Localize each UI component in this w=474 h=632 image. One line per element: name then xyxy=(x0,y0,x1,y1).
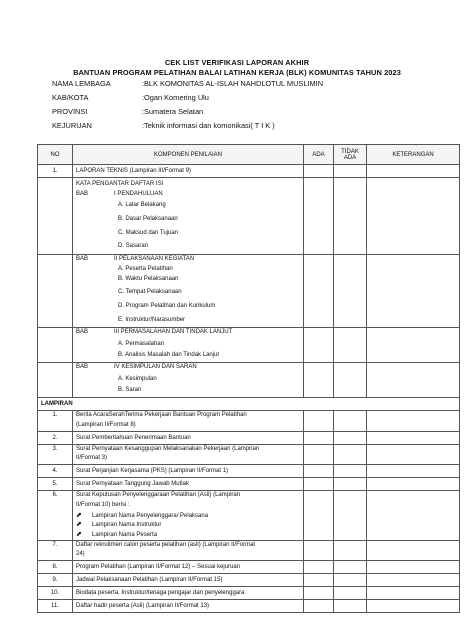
checklist-table xyxy=(37,144,460,613)
bab3-title: III PERMASALAHAN DAN TINDAK LANJUT xyxy=(114,329,233,336)
table-row xyxy=(38,411,460,431)
row-text: Jadwal Pelaksanaan Pelatihan (Lampiran II/Format 15) xyxy=(73,573,304,586)
info-colon: : xyxy=(142,93,145,102)
info-label: KAB/KOTA xyxy=(52,93,89,102)
bab4-content xyxy=(73,363,304,398)
row-no: 9. xyxy=(38,573,73,586)
bab4-title: IV KESIMPULAN DAN SARAN xyxy=(114,364,197,371)
bab1-title: I PENDAHULUAN xyxy=(114,190,163,197)
bab-label: BAB xyxy=(76,190,89,197)
header-komponen: KOMPONEN PENILAIAN xyxy=(73,145,304,165)
bab2-content xyxy=(73,255,304,328)
table-row xyxy=(38,444,460,464)
row-text: Program Pelatihan (Lampiran II/Format 12) – Sesuai kejuruan xyxy=(73,560,304,573)
row-text: Biodata peserta, Instruktur/tenaga pengajar dan penyelenggara xyxy=(73,586,304,599)
row-no: 3. xyxy=(38,444,73,464)
row-no: 7. xyxy=(38,540,73,560)
header-ada: ADA xyxy=(304,145,334,165)
list-item: E. Instruktur/Narasumber xyxy=(118,316,186,323)
table-row xyxy=(38,573,460,586)
info-label: KEJURUAN xyxy=(52,121,92,130)
header-tidak-ada: TIDAK ADA xyxy=(334,145,367,165)
table-row xyxy=(38,465,460,478)
info-colon: : xyxy=(142,121,145,130)
row-no: 8. xyxy=(38,560,73,573)
row-text: Surat Pernyataan Tanggung Jawab Mutlak xyxy=(73,478,304,491)
row-text: LAPORAN TEKNIS (Lampiran III/Format 9) xyxy=(73,165,304,178)
table-row-bab3 xyxy=(38,328,460,363)
row-text: Surat Perjanjian Kerjasama (PKS) (Lampiran II/Format 1) xyxy=(73,465,304,478)
table-row xyxy=(38,165,460,178)
row-text: Surat Pernyataan Kesanggupan Melaksanakan Pekerjaan (Lampiran II/Format 3) xyxy=(73,444,304,464)
row-no: 4. xyxy=(38,465,73,478)
list-item: A. Latar Belakang xyxy=(118,202,166,209)
arrow-icon: ⬈ xyxy=(76,530,82,538)
doc-title-line1: CEK LIST VERIFIKASI LAPORAN AKHIR xyxy=(164,58,310,67)
arrow-icon: ⬈ xyxy=(76,521,82,529)
table-row-bab4 xyxy=(38,363,460,398)
doc-title-line2: BANTUAN PROGRAM PELATIHAN BALAI LATIHAN KERJA (BLK) KOMUNITAS TAHUN 2023 xyxy=(73,68,401,77)
row-no: 2. xyxy=(38,431,73,444)
list-item: D. Sasaran xyxy=(118,243,149,250)
list-item: C. Maksud dan Tujuan xyxy=(118,229,179,236)
header-no: NO xyxy=(38,145,73,165)
lampiran-label: LAMPIRAN xyxy=(38,398,460,411)
lampiran-header-row xyxy=(38,398,460,411)
bab1-content xyxy=(73,178,304,255)
info-label: NAMA LEMBAGA xyxy=(52,79,111,88)
kata-pengantar: KATA PENGANTAR DAFTAR ISI xyxy=(76,181,164,187)
info-colon: : xyxy=(142,79,145,88)
row-no: 10. xyxy=(38,586,73,599)
row-text: Daftar rekruitmen calon peserta pelatihan (asli) (Lampiran II/Format 24) xyxy=(73,540,304,560)
bab-label: BAB xyxy=(76,329,89,336)
table-header-row xyxy=(38,145,460,165)
row-text: Daftar hadir peserta (Asli) (Lampiran II/Format 13) xyxy=(73,599,304,612)
row-no: 11. xyxy=(38,599,73,612)
list-item: A. Peserta Pelatihan xyxy=(118,265,173,272)
row-no: 1. xyxy=(38,165,73,178)
info-label: PROVINSI xyxy=(52,107,88,116)
table-row xyxy=(38,491,460,540)
bab-label: BAB xyxy=(76,256,89,263)
table-row xyxy=(38,431,460,444)
info-colon: : xyxy=(142,107,145,116)
bab2-title: II PELAKSANAAN KEGIATAN xyxy=(114,256,195,263)
arrow-icon: ⬈ xyxy=(76,511,82,519)
info-value: Teknik informasi dan komonikasi( T I K ) xyxy=(144,121,275,130)
table-row xyxy=(38,599,460,612)
info-value: Ogan Komering Ulu xyxy=(144,93,209,102)
row-no: 6. xyxy=(38,491,73,540)
list-item: A. Kesimpulan xyxy=(118,376,157,382)
list-item: A. Permasalahan xyxy=(118,340,165,347)
row-text: Surat Pemberitahuan Penerimaan Bantuan xyxy=(73,431,304,444)
list-item: B. Waktu Pelaksanaan xyxy=(118,275,179,282)
header-keterangan: KETERANGAN xyxy=(367,145,460,165)
info-value: BLK KOMONITAS AL-ISLAH NAHDLOTUL MUSLIMIN xyxy=(144,79,324,88)
ada-cell[interactable] xyxy=(304,165,334,178)
row-text: Berita AcaraSerahTerima Pekerjaan Bantuan Program Pelatihan (Lampiran II/Format 8) xyxy=(73,411,304,431)
list-item: D. Program Pelatihan dan Kurikulum xyxy=(118,302,216,309)
keterangan-cell[interactable] xyxy=(367,165,460,178)
bab3-content xyxy=(73,328,304,363)
table-row-bab1 xyxy=(38,178,460,255)
tidak-ada-cell[interactable] xyxy=(334,165,367,178)
info-value: Sumatera Selatan xyxy=(144,107,204,116)
list-item: B. Analisis Masalah dan Tindak Lanjut xyxy=(118,351,220,358)
row-no: 1. xyxy=(38,411,73,431)
row-text: Surat Keputusan Penyelenggaraan Pelatihan (Asli) (Lampiran II/Format 10) berisi : ⬈ Lampiran Nama Penyelenggara/ Pelaksana ⬈ Lampiran Nama Instruktur ⬈ Lampiran Nama Peserta xyxy=(73,491,304,540)
table-row xyxy=(38,478,460,491)
table-row xyxy=(38,586,460,599)
list-item: C. Tempat Pelaksanaan xyxy=(118,289,182,296)
list-item: B. Saran xyxy=(118,386,142,393)
table-row xyxy=(38,540,460,560)
table-row-bab2 xyxy=(38,255,460,328)
bab-label: BAB xyxy=(76,364,89,371)
list-item: B. Dasar Pelaksanaan xyxy=(118,216,178,223)
row-no: 5. xyxy=(38,478,73,491)
table-row xyxy=(38,560,460,573)
